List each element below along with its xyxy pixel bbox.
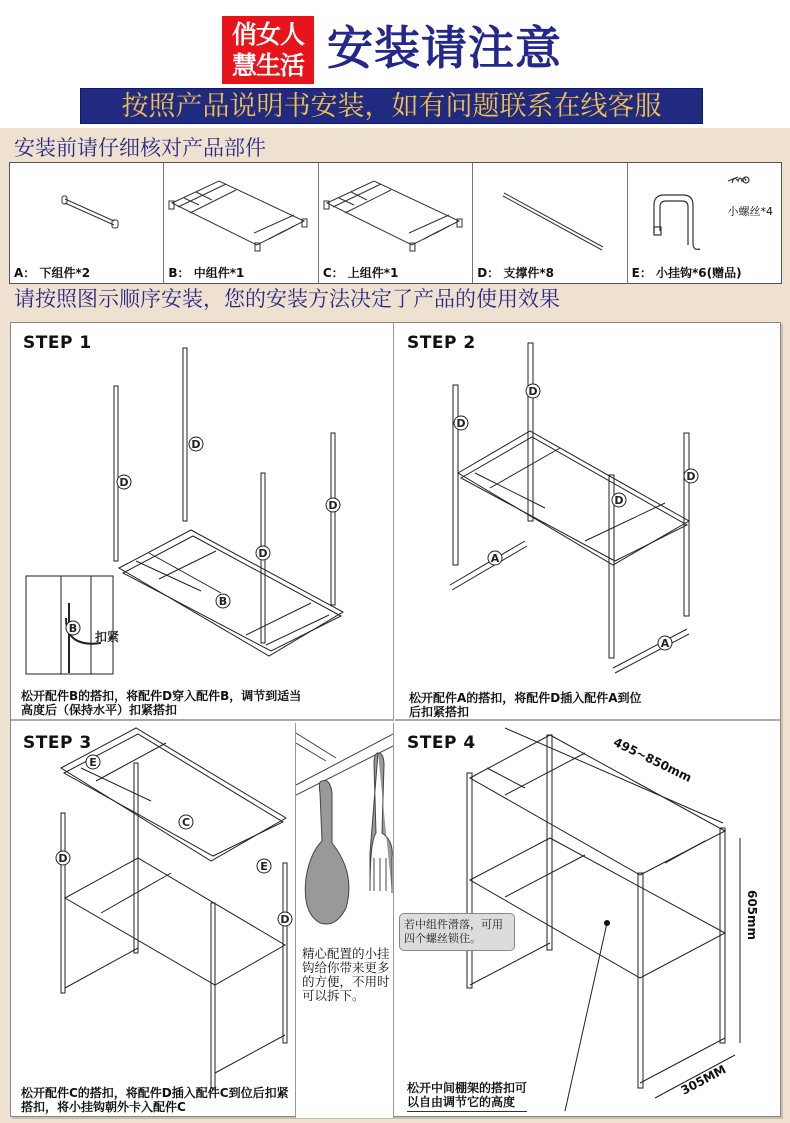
svg-text:D: D [686,470,696,483]
brand-line-2: 慧生活 [231,51,304,80]
part-e [628,163,781,283]
part-b [164,163,318,283]
step-4-title: STEP 4 [407,733,476,753]
step-1-title: STEP 1 [23,333,92,353]
step-1-description [21,689,301,717]
step-4-description [407,1081,527,1112]
step-2-title: STEP 2 [407,333,476,353]
svg-text:E: E [260,860,268,873]
svg-text:A: A [660,637,670,650]
step-1-desc-line-1: 松开配件B的搭扣，将配件D穿入配件B，调节到适当 [21,689,302,703]
step-2-desc-line-2: 后扣紧搭扣 [409,705,470,719]
step-3-title: STEP 3 [23,733,92,753]
svg-text:C: C [181,816,191,829]
svg-text:D: D [119,476,129,489]
step-1 [11,323,394,721]
svg-text:D: D [328,499,338,512]
spoon-fork-illustration [296,723,394,938]
svg-text:A: A [490,552,500,565]
step-3-description [21,1086,289,1114]
step-2-description [409,691,642,719]
svg-text:扣紧: 扣紧 [95,630,120,644]
svg-text:B: B [68,622,78,635]
notice-banner: 按照产品说明书安装，如有问题联系在线客服 [80,88,703,124]
support-pole-icon [473,163,627,263]
screw-callout: 若中组件滑落，可用四个螺丝锁住。 [399,913,515,951]
screw-label: 小螺丝*4 [727,205,774,218]
step-3-desc-line-2: 搭扣，将小挂钩朝外卡入配件C [21,1100,186,1114]
lower-bar-icon [10,163,164,263]
depth-dimension: 305MM [678,1062,729,1098]
step-3 [11,723,394,1118]
parts-list [9,162,782,284]
step1-diagram [11,323,394,721]
order-section-title: 请按照图示顺序安装，您的安装方法决定了产品的使用效果 [14,287,560,311]
svg-text:D: D [58,852,68,865]
parts-section-title: 安装前请仔细核对产品部件 [14,136,266,160]
part-d-label: D： 支撑件*8 [477,266,554,280]
svg-text:D: D [456,417,466,430]
height-dimension: 605mm [745,889,760,941]
part-c-label: C： 上组件*1 [322,266,399,280]
middle-shelf-icon [164,163,318,263]
svg-text:B: B [218,595,228,608]
step-4-desc-line-1: 松开中间棚架的搭扣可 [407,1081,528,1095]
step-4 [395,723,782,1118]
step-3-desc-line-1: 松开配件C的搭扣，将配件D插入配件C到位后扣紧 [21,1086,289,1100]
step3-diagram [11,723,295,1118]
part-a-label: A： 下组件*2 [14,266,91,280]
step2-diagram [395,323,782,721]
svg-text:D: D [191,438,201,451]
width-dimension: 495~850mm [611,735,694,785]
svg-text:E: E [89,756,97,769]
part-e-label: E： 小挂钩*6(赠品) [631,266,742,280]
svg-text:D: D [258,547,268,560]
step-2 [395,323,782,721]
step-1-desc-line-2: 高度后（保持水平）扣紧搭扣 [21,703,178,717]
part-b-label: B： 中组件*1 [168,266,245,280]
step-2-desc-line-1: 松开配件A的搭扣，将配件D插入配件A到位 [409,691,642,705]
part-a [10,163,164,283]
upper-shelf-icon [319,163,473,263]
brand-line-1: 俏女人 [231,20,304,49]
svg-text:D: D [280,913,290,926]
page-title: 安装请注意 [327,21,562,75]
header [0,0,790,128]
step-4-desc-line-2: 以自由调节它的高度 [407,1095,516,1109]
svg-text:D: D [528,385,538,398]
hook-detail-panel [295,723,394,1118]
brand-logo [222,16,314,84]
steps-panel [10,322,781,1117]
hook-note: 精心配置的小挂钩给你带来更多的方便，不用时可以拆下。 [302,946,390,1003]
part-c [319,163,473,283]
svg-text:D: D [614,494,624,507]
part-d [473,163,627,283]
